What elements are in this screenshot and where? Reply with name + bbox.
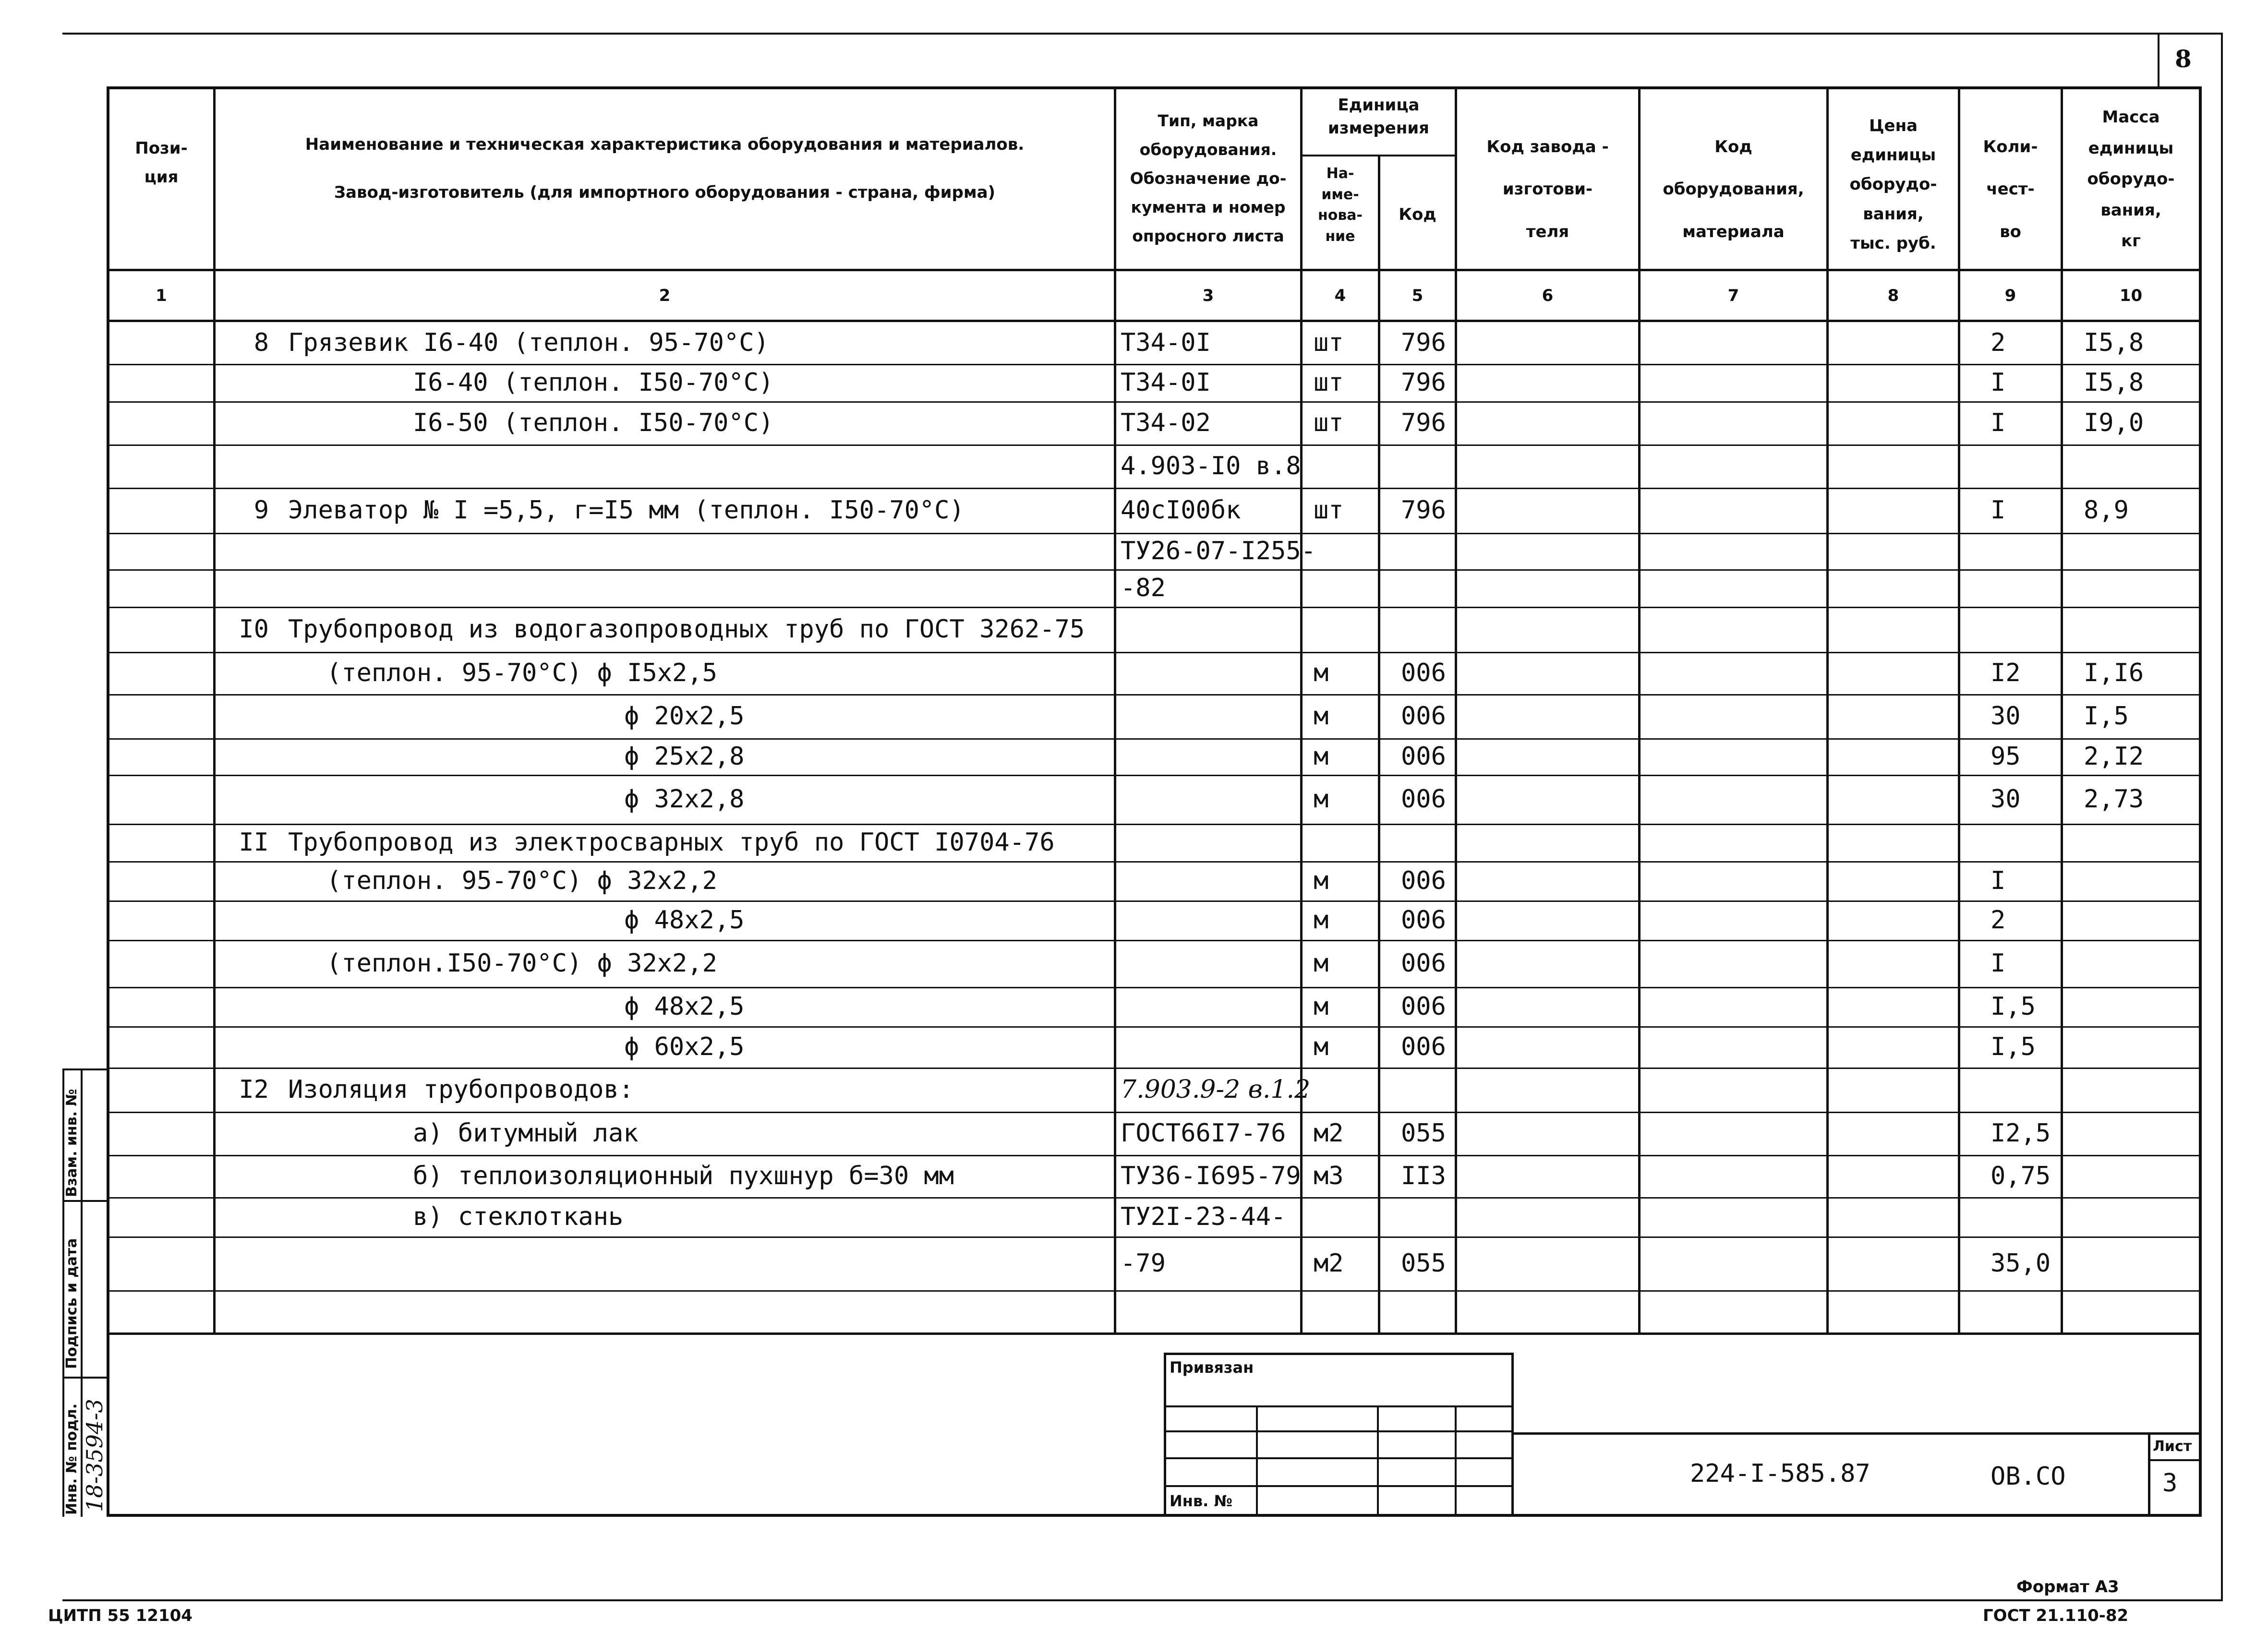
row-separator: [109, 1026, 2199, 1028]
row-name: в) стеклоткань: [413, 1202, 624, 1231]
row-separator: [109, 652, 2199, 653]
row-doc: Т34-02: [1121, 408, 1211, 437]
row-separator: [109, 1197, 2199, 1199]
stamp-privyazan: Привязан: [1170, 1358, 1254, 1377]
row-unit: м: [1314, 866, 1329, 895]
sheetlabel-rule: [2148, 1459, 2202, 1461]
outer-frame-top: [62, 33, 2223, 35]
header-position: Пози- ция: [135, 139, 188, 187]
row-unit: м2: [1314, 1119, 1344, 1148]
header-mass: Масса единицы оборудо- вания, кг: [2087, 108, 2175, 251]
row-code: 006: [1401, 702, 1446, 731]
vline-8: [1958, 86, 1960, 1334]
stamp-sheet-label: Лист: [2153, 1438, 2192, 1455]
row-name: I6-50 (теплон. I50-70°С): [413, 408, 774, 437]
row-name: ϕ 48х2,5: [624, 906, 745, 935]
row-unit: м: [1314, 949, 1329, 978]
stamp-main-top: [1511, 1432, 2202, 1435]
vline-9: [2061, 86, 2063, 1334]
header-name-line2: Завод-изготовитель (для импортного оборудования - страна, фирма): [334, 183, 996, 202]
stamp-vline-2: [1377, 1405, 1379, 1516]
row-name: а) битумный лак: [413, 1119, 639, 1148]
row-qty: I: [1991, 866, 2006, 895]
header-unit-group: Единица измерения: [1328, 96, 1429, 138]
row-qty: 30: [1991, 785, 2021, 814]
row-code: 006: [1401, 659, 1446, 687]
colnum-8: 8: [1887, 286, 1899, 305]
header-type-mark: Тип, марка оборудования. Обозначение до- кумента и номер опросного листа: [1130, 111, 1287, 246]
row-doc: 40сI00бк: [1121, 496, 1241, 525]
stamp-designation: 224-I-585.87: [1690, 1459, 1870, 1488]
row-separator: [109, 738, 2199, 740]
colnum-10: 10: [2119, 286, 2143, 305]
sheet-number-top: 8: [2175, 45, 2192, 73]
row-unit: м3: [1314, 1162, 1344, 1190]
row-pos: 8: [253, 328, 269, 357]
row-qty: 2: [1991, 328, 2006, 357]
header-equipment-code: Код оборудования, материала: [1663, 137, 1804, 241]
row-qty: I: [1991, 949, 2006, 978]
row-qty: I: [1991, 408, 2006, 437]
row-name: Изоляция трубопроводов:: [288, 1075, 634, 1104]
row-qty: I,5: [1991, 992, 2036, 1021]
row-qty: 30: [1991, 702, 2021, 731]
colnum-5: 5: [1411, 286, 1424, 305]
row-mass: 8,9: [2084, 496, 2129, 525]
row-code: 796: [1401, 328, 1446, 357]
row-name: ϕ 60х2,5: [624, 1032, 745, 1061]
row-name: (теплон.I50-70°С) ϕ 32х2,2: [326, 949, 717, 978]
row-separator: [109, 1236, 2199, 1238]
row-name: (теплон. 95-70°С) ϕ I5х2,5: [326, 659, 717, 687]
row-separator: [109, 607, 2199, 608]
row-qty: 2: [1991, 906, 2006, 935]
sheetnum-box-left: [2158, 33, 2159, 88]
row-unit: шт: [1314, 328, 1344, 357]
row-code: 006: [1401, 906, 1446, 935]
stamp-box-left: [1164, 1353, 1166, 1516]
row-separator: [109, 488, 2199, 489]
colnum-9: 9: [2004, 286, 2016, 305]
footer-gost: ГОСТ 21.110-82: [1983, 1606, 2129, 1625]
row-unit: м2: [1314, 1249, 1344, 1278]
row-doc: 4.903-I0 в.8: [1121, 452, 1301, 480]
row-unit: м: [1314, 785, 1329, 814]
row-unit: шт: [1314, 496, 1344, 525]
row-separator: [109, 900, 2199, 902]
sheetlabel-box-left: [2148, 1432, 2150, 1517]
row-separator: [109, 401, 2199, 403]
vline-6: [1638, 86, 1641, 1334]
outer-frame-right: [2221, 33, 2223, 1601]
stamp-rule-2: [1164, 1430, 1513, 1432]
row-name: б) теплоизоляционный пухшнур б=30 мм: [413, 1162, 954, 1190]
row-mass: I,I6: [2084, 659, 2144, 687]
vline-5: [1455, 86, 1457, 1334]
stamp-mark: ОВ.СО: [1991, 1462, 2066, 1491]
row-code: II3: [1401, 1162, 1446, 1190]
row-doc: ТУ26-07-I255-: [1121, 537, 1316, 565]
row-pos: II: [239, 828, 269, 857]
colnum-4: 4: [1334, 286, 1346, 305]
row-unit: м: [1314, 992, 1329, 1021]
stamp-inv-no: Инв. №: [1170, 1492, 1232, 1510]
side-vzam-label: Взам. инв. №: [63, 1089, 80, 1197]
row-doc: ТУ2I-23-44-: [1121, 1202, 1286, 1231]
row-name: Грязевик I6-40 (теплон. 95-70°С): [288, 328, 769, 357]
row-mass: I5,8: [2084, 368, 2144, 397]
colnum-rule: [107, 320, 2202, 322]
header-unit-name: На- име- нова- ние: [1317, 165, 1363, 245]
row-separator: [109, 444, 2199, 446]
row-name: Трубопровод из электросварных труб по ГОСТ I0704-76: [288, 828, 1055, 857]
row-name: Трубопровод из водогазопроводных труб по ГОСТ 3262-75: [288, 615, 1085, 644]
table-top: [107, 86, 2202, 89]
colnum-7: 7: [1727, 286, 1739, 305]
row-qty: 95: [1991, 742, 2021, 771]
row-separator: [109, 987, 2199, 988]
row-name: ϕ 32х2,8: [624, 785, 745, 814]
row-name: I6-40 (теплон. I50-70°С): [413, 368, 774, 397]
row-qty: 0,75: [1991, 1162, 2051, 1190]
row-code: 796: [1401, 408, 1446, 437]
row-qty: I,5: [1991, 1032, 2036, 1061]
row-qty: I: [1991, 368, 2006, 397]
row-doc: -82: [1121, 574, 1166, 602]
stamp-vline-1: [1256, 1405, 1258, 1516]
row-pos: I0: [239, 615, 269, 644]
row-separator: [109, 533, 2199, 534]
row-code: 006: [1401, 742, 1446, 771]
row-code: 006: [1401, 866, 1446, 895]
stamp-vline-3: [1455, 1405, 1457, 1516]
row-code: 006: [1401, 1032, 1446, 1061]
vline-2: [1114, 86, 1116, 1334]
row-name: ϕ 48х2,5: [624, 992, 745, 1021]
stamp-sheet-value: 3: [2162, 1469, 2178, 1498]
row-code: 796: [1401, 368, 1446, 397]
header-factory-code: Код завода - изготови- теля: [1486, 137, 1609, 241]
row-name: Элеватор № I =5,5, г=I5 мм (теплон. I50-70°С): [288, 496, 965, 525]
row-unit: м: [1314, 1032, 1329, 1061]
row-qty: 35,0: [1991, 1249, 2051, 1278]
row-separator: [109, 1290, 2199, 1292]
side-inv-podl-label: Инв. № подл.: [63, 1403, 80, 1515]
row-code: 055: [1401, 1119, 1446, 1148]
row-doc: ГОСТ66I7-76: [1121, 1119, 1286, 1148]
stamp-rule-3: [1164, 1457, 1513, 1459]
colnum-1: 1: [156, 286, 167, 305]
header-quantity: Коли- чест- во: [1983, 137, 2038, 241]
colnum-2: 2: [659, 286, 671, 305]
row-separator: [109, 1112, 2199, 1113]
row-code: 796: [1401, 496, 1446, 525]
body-bottom-rule: [107, 1332, 2202, 1335]
header-price: Цена единицы оборудо- вания, тыс. руб.: [1849, 116, 1937, 253]
row-unit: шт: [1314, 368, 1344, 397]
row-separator: [109, 775, 2199, 776]
row-mass: 2,73: [2084, 785, 2144, 814]
outer-frame-bottom: [62, 1599, 2223, 1601]
side-strip-div1: [62, 1200, 109, 1202]
vline-4: [1378, 155, 1380, 1334]
stamp-box-top: [1164, 1353, 1513, 1355]
row-name: ϕ 20х2,5: [624, 702, 745, 731]
table-right: [2199, 86, 2202, 1517]
footer-left: ЦИТП 55 12104: [48, 1606, 193, 1625]
row-name: ϕ 25х2,8: [624, 742, 745, 771]
side-inv-podl-value: 18-3594-3: [82, 1399, 108, 1512]
row-separator: [109, 364, 2199, 365]
vline-7: [1826, 86, 1829, 1334]
table-bottom: [107, 1514, 2202, 1517]
stamp-rule-4: [1164, 1485, 1513, 1487]
row-code: 006: [1401, 992, 1446, 1021]
row-unit: м: [1314, 742, 1329, 771]
header-unit-code: Код: [1399, 205, 1436, 224]
row-mass: I5,8: [2084, 328, 2144, 357]
row-doc: -79: [1121, 1249, 1166, 1278]
row-pos: I2: [239, 1075, 269, 1104]
header-rule: [107, 269, 2202, 271]
row-mass: I9,0: [2084, 408, 2144, 437]
row-qty: I: [1991, 496, 2006, 525]
row-code: 006: [1401, 785, 1446, 814]
side-podpis-label: Подпись и дата: [63, 1238, 80, 1369]
row-separator: [109, 861, 2199, 863]
row-doc: Т34-0I: [1121, 368, 1211, 397]
row-separator: [109, 1068, 2199, 1069]
row-separator: [109, 569, 2199, 571]
stamp-rule-1: [1164, 1405, 1513, 1407]
row-qty: I2: [1991, 659, 2021, 687]
row-separator: [109, 824, 2199, 825]
row-pos: 9: [253, 496, 269, 525]
row-mass: I,5: [2084, 702, 2129, 731]
row-qty: I2,5: [1991, 1119, 2051, 1148]
row-mass: 2,I2: [2084, 742, 2144, 771]
vline-3: [1300, 86, 1303, 1334]
vline-1: [213, 86, 216, 1334]
row-unit: шт: [1314, 408, 1344, 437]
row-code: 006: [1401, 949, 1446, 978]
row-separator: [109, 1155, 2199, 1156]
side-strip-div2: [62, 1377, 109, 1379]
row-doc: 7.903.9-2 в.1.2: [1121, 1075, 1311, 1104]
side-strip-top: [62, 1068, 109, 1070]
row-unit: м: [1314, 659, 1329, 687]
footer-format: Формат А3: [2016, 1577, 2119, 1596]
row-doc: ТУ36-I695-79: [1121, 1162, 1301, 1190]
row-name: (теплон. 95-70°С) ϕ 32х2,2: [326, 866, 717, 895]
header-name-line1: Наименование и техническая характеристика оборудования и материалов.: [305, 135, 1025, 154]
row-unit: м: [1314, 906, 1329, 935]
row-unit: м: [1314, 702, 1329, 731]
colnum-6: 6: [1542, 286, 1554, 305]
row-doc: Т34-0I: [1121, 328, 1211, 357]
colnum-3: 3: [1202, 286, 1214, 305]
row-code: 055: [1401, 1249, 1446, 1278]
row-separator: [109, 940, 2199, 941]
row-separator: [109, 694, 2199, 696]
